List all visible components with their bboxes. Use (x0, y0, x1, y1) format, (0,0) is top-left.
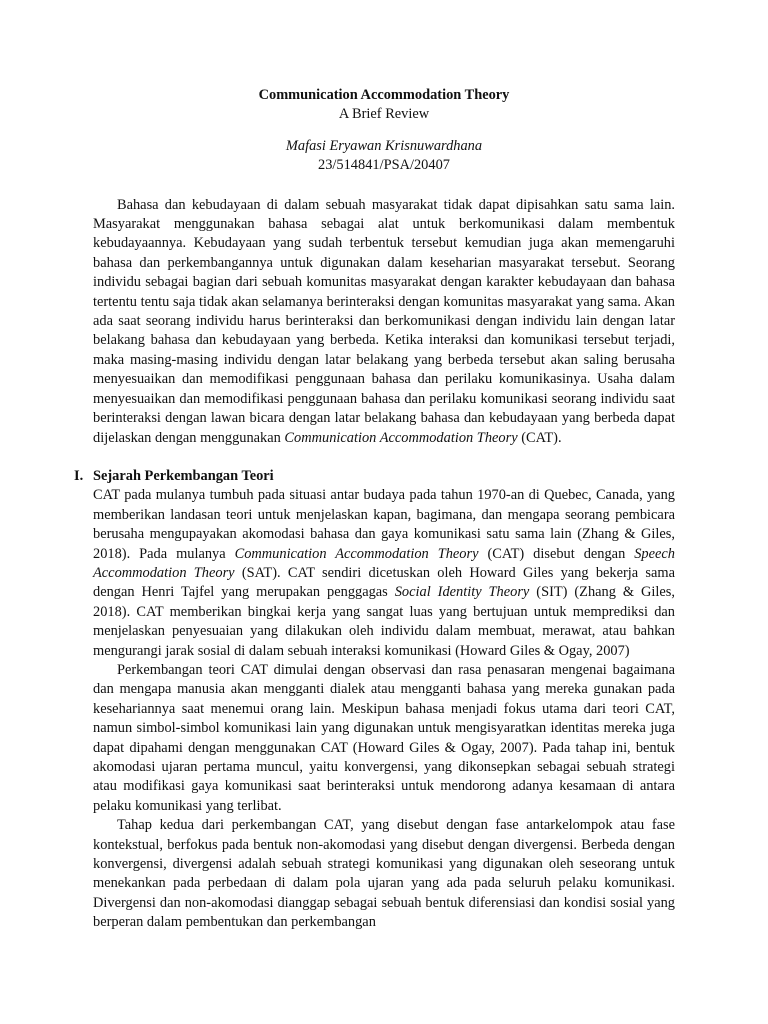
section-1-paragraph-1 (93, 486, 675, 661)
author-name: Mafasi Eryawan Krisnuwardhana (285, 137, 483, 154)
section-1-paragraph-2: Perkembangan teori CAT dimulai dengan observasi dan rasa penasaran mengenai bagaimana dan mengapa manusia akan mengganti dialek atau mengganti bahasa yang mereka gunakan pada kesehariannya saat menemui orang lain. Meskipun bahasa menjadi fokus utama dari teori CAT, namun simbol-simbol komunikasi lain yang digunakan untuk mengisyaratkan identitas mereka juga dapat dipahami dengan menggunakan CAT (Howard Giles & Ogay, 2007). Pada tahap ini, bentuk akomodasi ujaran pertama muncul, yaitu konvergensi, yang dikonsepkan sebagai sebuah strategi atau modifikasi gaya komunikasi saat berinteraksi untuk mendorong adanya kesamaan di antara pelaku komunikasi yang terlibat. (93, 661, 675, 814)
student-id: 23/514841/PSA/20407 (318, 157, 450, 174)
paragraph-text: (SAT). CAT sendiri dicetuskan oleh Howard Giles yang bekerja sama dengan Henri Tajfel yang merupakan penggagas (93, 564, 675, 601)
section-heading-text: Sejarah Perkembangan Teori (93, 467, 274, 484)
section-heading (74, 467, 675, 486)
title-block (93, 86, 675, 176)
paragraph-text: (SIT) (Zhang & Giles, 2018). CAT memberikan bingkai kerja yang sangat luas yang bertujuan untuk memprediksi dan menjelaskan penyesuaian yang dilakukan oleh individu dalam membuat, merawat, atau bahkan mengurangi jarak sosial di dalam sebuah interaksi komunikasi (Howard Giles & Ogay, 2007) (93, 584, 676, 659)
section-number: I. (74, 467, 84, 484)
italic-term: Communication Accommodation Theory (234, 545, 479, 562)
italic-term: Speech Accommodation Theory (93, 545, 675, 581)
paragraph-text: (CAT) disebut dengan (478, 545, 635, 562)
section-1 (74, 467, 676, 933)
document-subtitle: A Brief Review (338, 106, 430, 123)
italic-term: Social Identity Theory (394, 584, 530, 601)
document-page (74, 86, 676, 933)
intro-paragraph (93, 196, 675, 448)
intro-italic-term: Communication Accommodation Theory (284, 429, 518, 446)
paragraph-text: CAT pada mulanya tumbuh pada situasi antar budaya pada tahun 1970-an di Quebec, Canada, yang memberikan landasan teori untuk menjelaskan kapan, bagimana, dan mengapa seorang pembicara berusaha mengupayakan akomodasi bahasa dan gaya komunikasi satu sama lain (Zhang & Giles, 2018). Pada mulanya (93, 487, 675, 562)
document-title: Communication Accommodation Theory (258, 87, 510, 103)
intro-text-2: (CAT). (517, 429, 562, 446)
section-1-paragraph-3: Tahap kedua dari perkembangan CAT, yang disebut dengan fase antarkelompok atau fase kontekstual, berfokus pada bentuk non-akomodasi yang disebut dengan divergensi. Berbeda dengan konvergensi, divergensi adalah sebuah strategi komunikasi yang digunakan oleh seseorang untuk menekankan pada perbedaan di dalam pola ujaran yang ada pada seluruh pelaku komunikasi. Divergensi dan non-akomodasi dianggap sebagai sebuah bentuk diferensiasi dan kondisi sosial yang berperan dalam pembentukan dan perkembangan (93, 817, 675, 931)
intro-text-1: Bahasa dan kebudayaan di dalam sebuah masyarakat tidak dapat dipisahkan satu sama lain. Masyarakat menggunakan bahasa sebagai alat untuk berkomunikasi dalam membentuk kebudayaannya. Kebudayaan yang sudah terbentuk tersebut kemudian juga akan memengaruhi bahasa dan perkembangannya untuk digunakan dalam keseharian masyarakat tersebut. Seorang individu sebagai bagian dari sebuah komunitas masyarakat dengan karakter kebudayaan dan bahasa tertentu tentu saja tidak akan selamanya berinteraksi dengan komunitas masyarakat yang sama. Akan ada saat seorang individu harus berinteraksi dan berkomunikasi dengan individu lain dengan latar belakang bahasa dan kebudayaan yang berbeda. Ketika interaksi dan komunikasi tersebut terjadi, maka masing-masing individu dengan latar belakang yang berbeda tersebut akan saling berusaha menyesuaikan dan memodifikasi penggunaan bahasa dan perilaku komunikasinya. Usaha dalam menyesuaikan dan memodifikasi penggunaan bahasa dan perilaku komunikasi seorang individu saat berinteraksi dengan lawan bicara dengan latar belakang bahasa dan kebudayaan yang berbeda dapat dijelaskan dengan menggunakan (93, 196, 675, 446)
